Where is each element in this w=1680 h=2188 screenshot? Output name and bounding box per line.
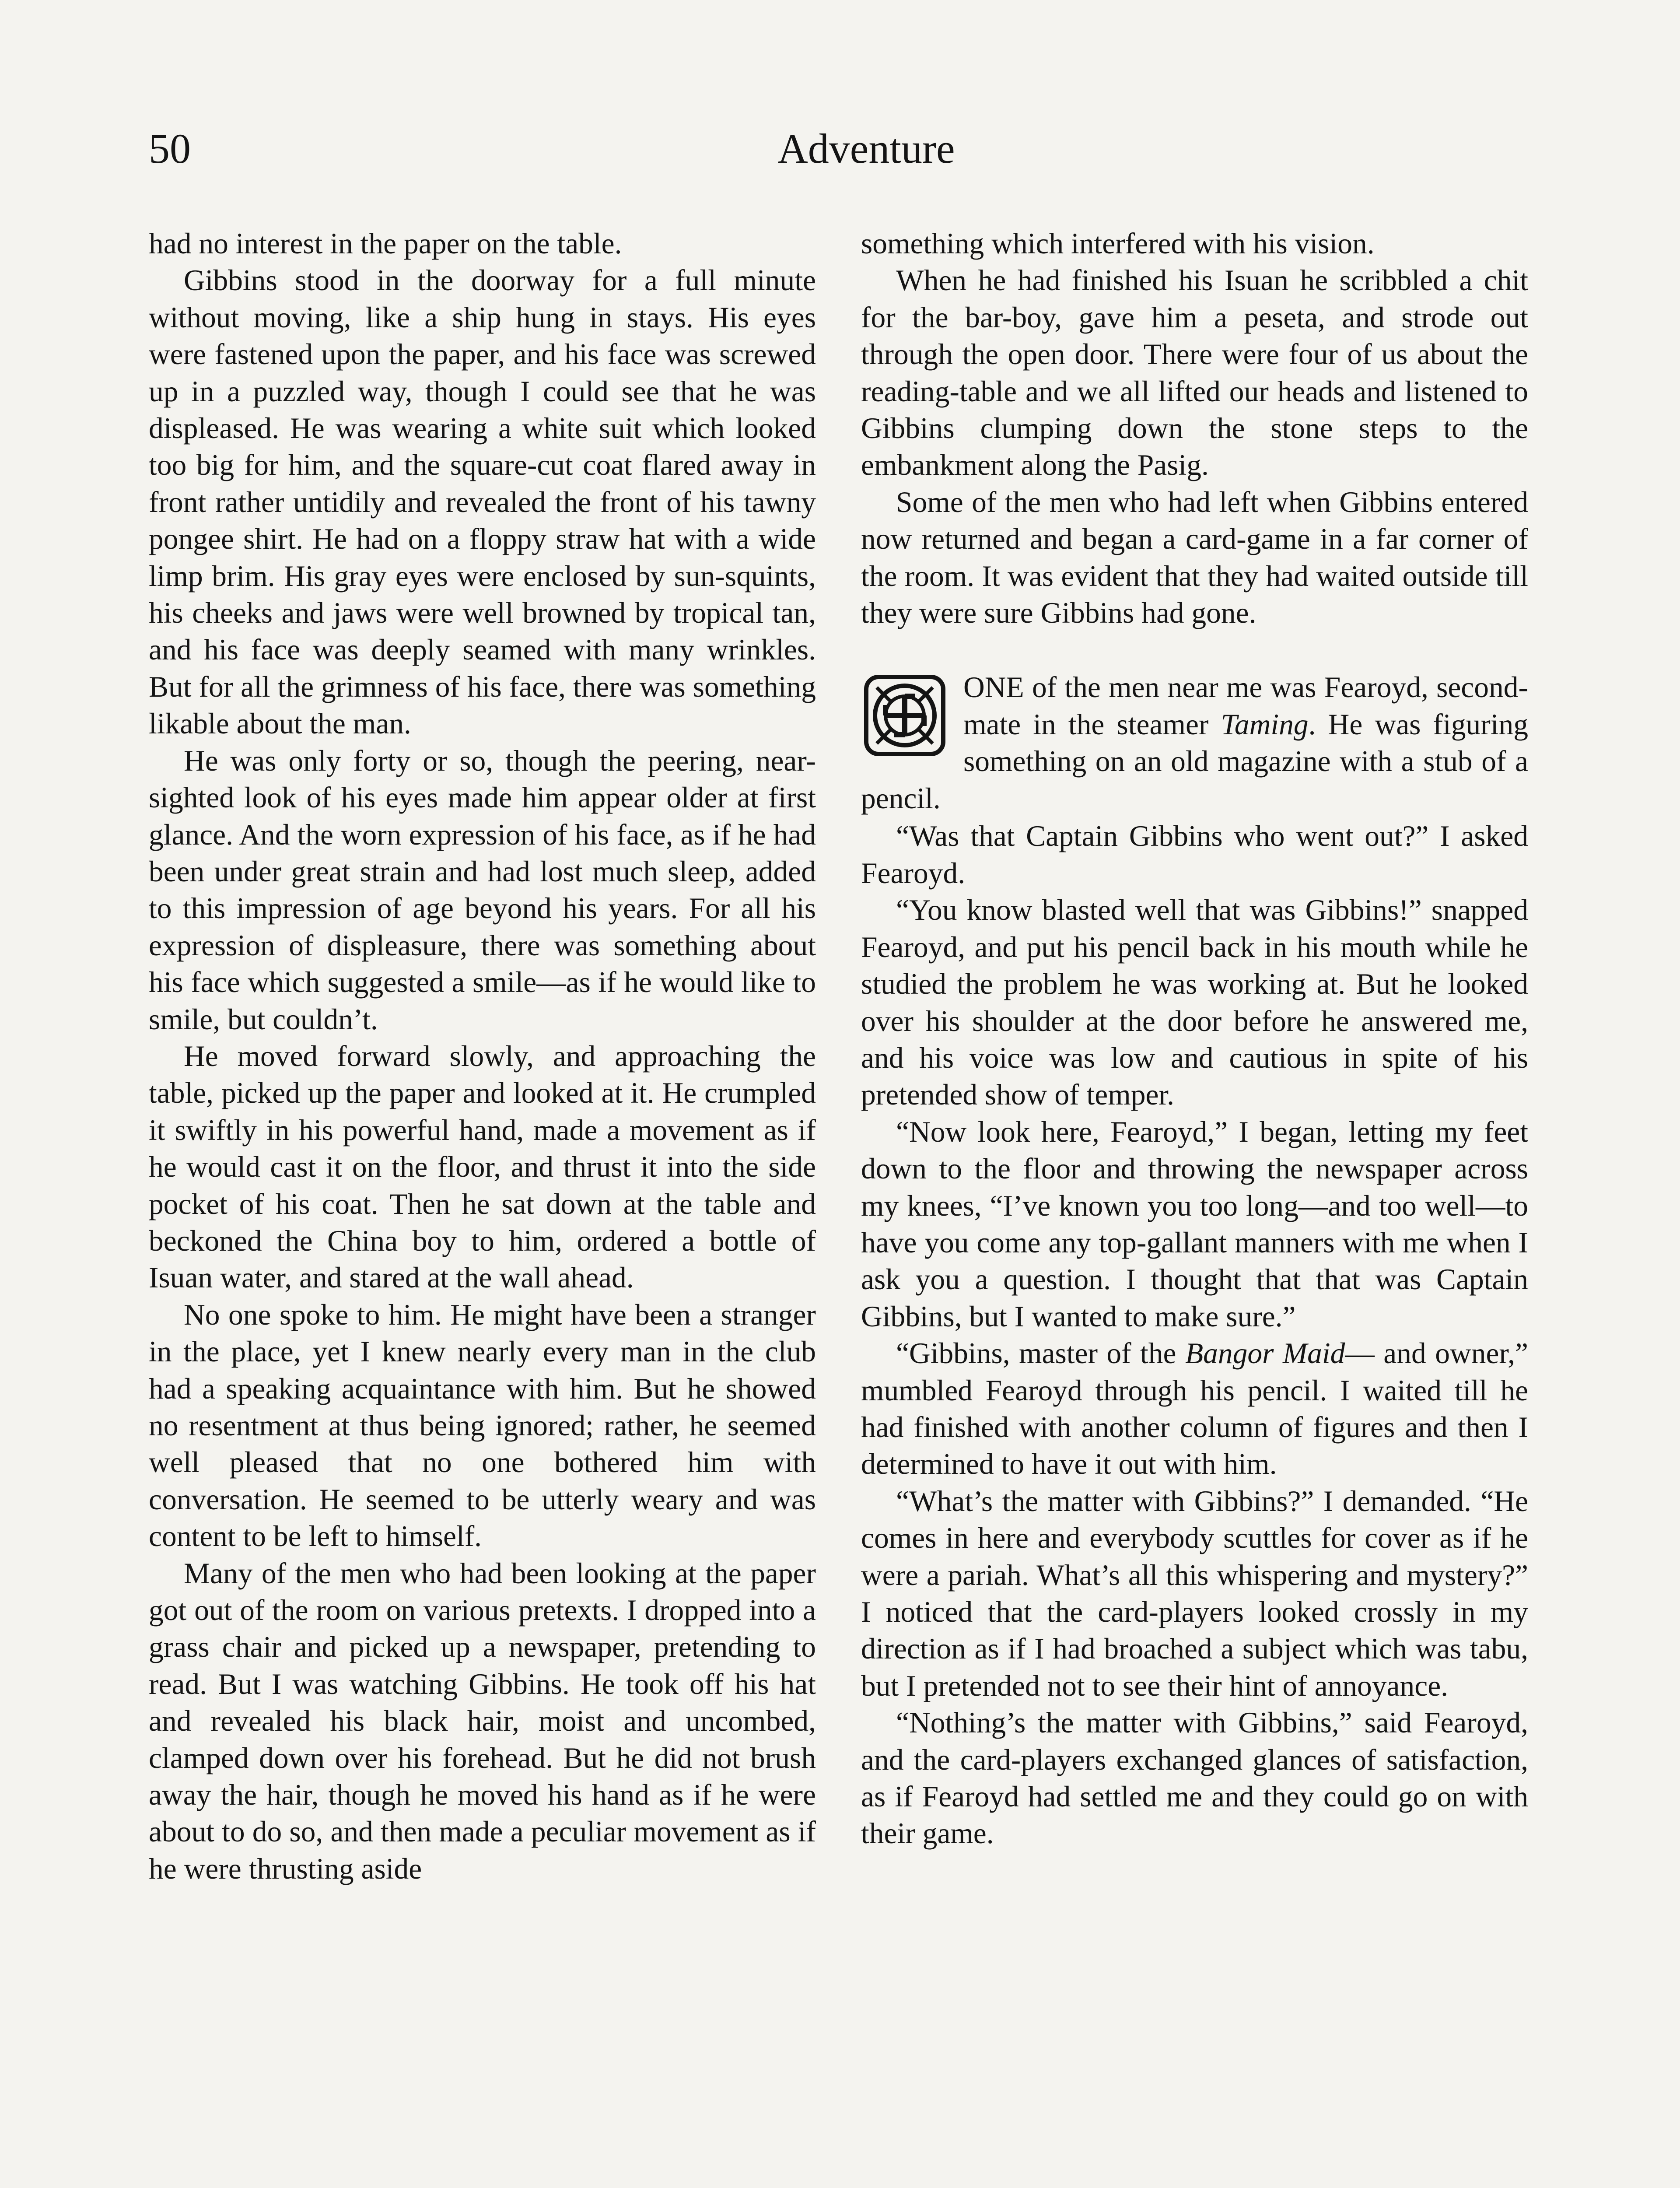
paragraph: He moved forward slowly, and approaching the table, picked up the paper and looked at it. He crumpled it swiftly in his powerful hand, made a movement as if he would cast it on the floor, and thrust it into the side pocket of his coat. Then he sat down at the table and beckoned the China boy to him, ordered a bottle of Isuan water, and stared at the wall ahead. — [149, 1039, 816, 1294]
paragraph: He was only forty or so, though the peering, near-sighted look of his eyes made him appear older at first glance. And the worn expression of his face, as if he had been under great strain and had lost much sleep, added to this impression of age beyond his years. For all his expression of displeasure, there was something about his face which suggested a smile—as if he would like to smile, but couldn’t. — [149, 744, 816, 1036]
ship-name: Taming — [1221, 708, 1309, 741]
paragraph: “Now look here, Fearoyd,” I began, letting my feet down to the floor and throwing the newspaper across my knees, “I’ve known you too long—and too well—to have you come any top-gallant manners with me when I ask you a question. I thought that that was Captain Gibbins, but I wanted to make sure.” — [861, 1115, 1528, 1333]
left-column — [149, 225, 816, 1887]
paragraph: “What’s the matter with Gibbins?” I demanded. “He comes in here and everybody scuttles for cover as if he were a pariah. What’s all this whispering and mystery?” I noticed that the card-players looked crossly in my direction as if I had broached a subject which was tabu, but I pretended not to see their hint of annoyance. — [861, 1484, 1528, 1702]
paragraph — [861, 1335, 1528, 1483]
running-head: Adventure — [777, 125, 955, 172]
paragraph: had no interest in the paper on the table. — [149, 227, 622, 260]
section-opening: ONE of the men near me was Fearoyd, second-mate in the steamer — [963, 671, 1528, 741]
paragraph: “You know blasted well that was Gibbins!” snapped Fearoyd, and put his pencil back in his mouth while he studied the problem he was working at. But he looked over his shoulder at the door before he answered me, and his voice was low and cautious in spite of his pretended show of temper. — [861, 894, 1528, 1112]
paragraph: No one spoke to him. He might have been a stranger in the place, yet I knew nearly every man in the club had a speaking acquaintance with him. But he showed no resentment at thus being ignored; rather, he seemed well pleased that no one bothered him with conversation. He seemed to be utterly weary and was content to be left to himself. — [149, 1298, 816, 1553]
paragraph: Gibbins stood in the doorway for a full minute without moving, like a ship hung in stays. His eyes were fastened upon the paper, and his face was screwed up in a puzzled way, though I could see that he was displeased. He was wearing a white suit which looked too big for him, and the square-cut coat flared away in front rather untidily and revealed the front of his tawny pongee shirt. He had on a floppy straw hat with a wide limp brim. His gray eyes were enclosed by sun-squints, his cheeks and jaws were well browned by tropical tan, and his face was deeply seamed with many wrinkles. But for all the grimness of his face, there was something likable about the man. — [149, 264, 816, 740]
paragraph: Many of the men who had been looking at the paper got out of the room on various pretexts. I dropped into a grass chair and picked up a newspaper, pretending to read. But I was watching Gibbins. He took off his hat and revealed his black hair, moist and uncombed, clamped down over his forehead. But he did not brush away the hair, though he moved his hand as if he were about to do so, and then made a peculiar movement as if he were thrusting aside — [149, 1557, 816, 1885]
text-run: “Gibbins, master of the — [896, 1337, 1176, 1370]
celtic-knot-icon — [861, 672, 948, 759]
text-run: — and owner,” mumbled Fearoyd through his pencil. I waited till he had finished with another column of figures and then I determined to have it out with him. — [861, 1337, 1529, 1481]
paragraph: When he had finished his Isuan he scribbled a chit for the bar-boy, gave him a peseta, and strode out through the open door. There were four of us about the reading-table and we all lifted our heads and listened to Gibbins clumping down the stone steps to the embankment along the Pasig. — [861, 264, 1528, 482]
right-column — [861, 225, 1528, 1852]
paragraph: “Nothing’s the matter with Gibbins,” said Fearoyd, and the card-players exchanged glances of satisfaction, as if Fearoyd had settled me and they could go on with their game. — [861, 1706, 1528, 1850]
paragraph — [861, 669, 1528, 817]
paragraph: something which interfered with his vision. — [861, 227, 1375, 260]
section-start — [861, 669, 1528, 818]
paragraph: “Was that Captain Gibbins who went out?” I asked Fearoyd. — [861, 820, 1528, 890]
page-number: 50 — [149, 125, 191, 172]
vessel-name: Bangor Maid — [1185, 1337, 1345, 1370]
paragraph: Some of the men who had left when Gibbins entered now returned and began a card-game in a far corner of the room. It was evident that they had waited outside till they were sure Gibbins had gone. — [861, 485, 1528, 630]
section-opening-rest: . He was figuring something on an old magazine with a stub of a pencil. — [861, 708, 1528, 815]
